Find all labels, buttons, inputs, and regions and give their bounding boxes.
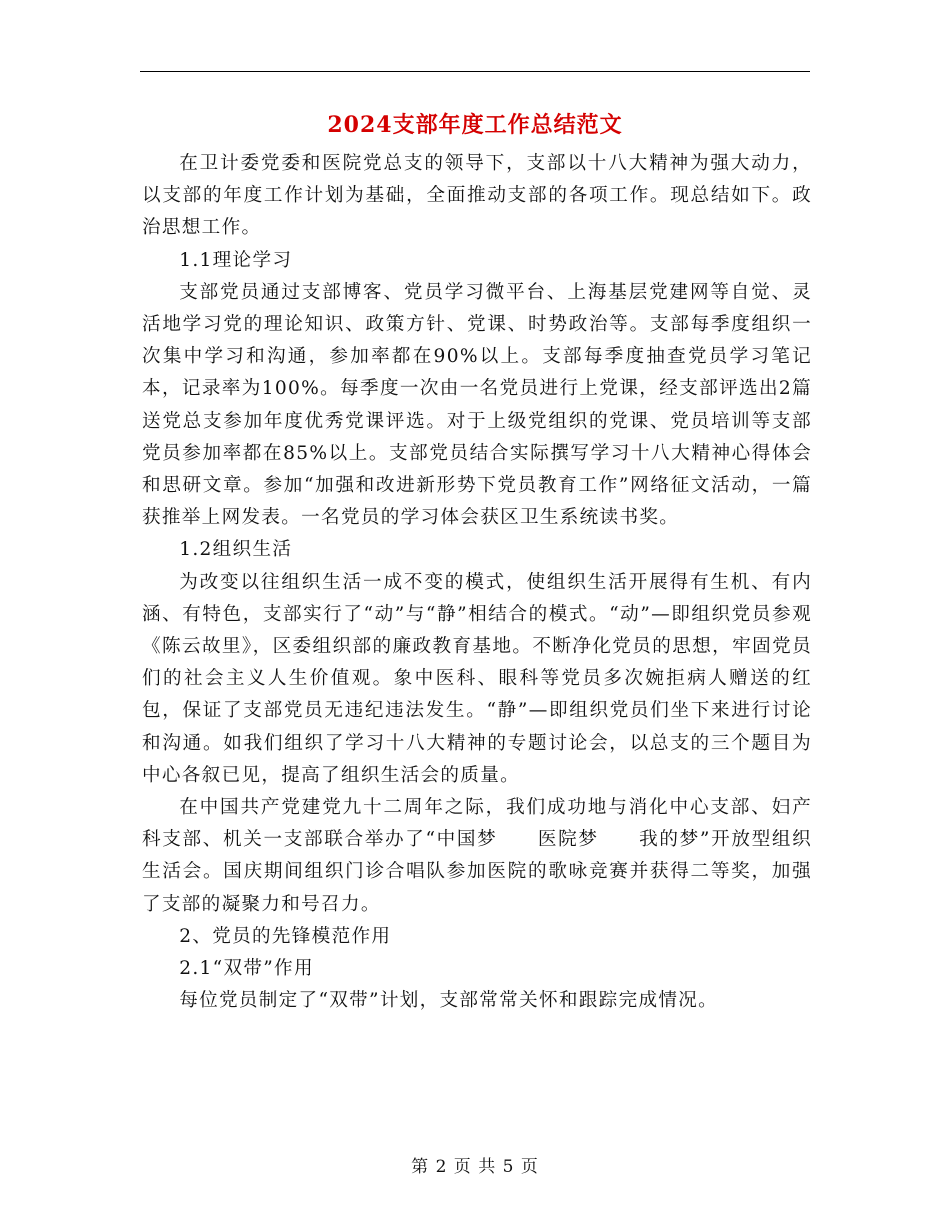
paragraph-org-life: 为改变以往组织生活一成不变的模式，使组织生活开展得有生机、有内涵、有特色，支部实行了“动”与“静”相结合的模式。“动”—即组织党员参观《陈云故里》，区委组织部的廉政教育基地。不断净化党员的思想，牢固党员们的社会主义人生价值观。象中医科、眼科等党员多次婉拒病人赠送的红包，保证了支部党员无违纪违法发生。“静”—即组织党员们坐下来进行讨论和沟通。如我们组织了学习十八大精神的专题讨论会，以总支的三个题目为中心各叙已见，提高了组织生活会的质量。 bbox=[142, 571, 812, 786]
paragraph-anniversary: 在中国共产党建党九十二周年之际，我们成功地与消化中心支部、妇产科支部、机关一支部联合举办了“中国梦 医院梦 我的梦”开放型组织生活会。国庆期间组织门诊合唱队参加医院的歌咏竞赛并获得二等奖，加强了支部的凝聚力和号召力。 bbox=[142, 797, 812, 915]
document-body bbox=[142, 148, 812, 1017]
section-heading-2-1: 2.1“双带”作用 bbox=[179, 958, 314, 980]
paragraph-theory-study: 支部党员通过支部博客、党员学习微平台、上海基层党建网等自觉、灵活地学习党的理论知识、政策方针、党课、时势政治等。支部每季度组织一次集中学习和沟通，参加率都在90%以上。支部每季度抽查党员学习笔记本，记录率为100%。每季度一次由一名党员进行上党课，经支部评选出2篇送党总支参加年度优秀党课评选。对于上级党组织的党课、党员培训等支部党员参加率都在85%以上。支部党员结合实际撰写学习十八大精神心得体会和思研文章。参加“加强和改进新形势下党员教育工作”网络征文活动，一篇获推举上网发表。一名党员的学习体会获区卫生系统读书奖。 bbox=[142, 281, 812, 529]
page-number-footer: 第 2 页 共 5 页 bbox=[411, 1157, 539, 1177]
section-heading-1-2: 1.2组织生活 bbox=[179, 539, 293, 561]
section-heading-1-1: 1.1理论学习 bbox=[179, 249, 293, 271]
paragraph-intro: 在卫计委党委和医院党总支的领导下，支部以十八大精神为强大动力，以支部的年度工作计划为基础，全面推动支部的各项工作。现总结如下。政治思想工作。 bbox=[142, 153, 812, 239]
document-title: 2024支部年度工作总结范文 bbox=[327, 112, 623, 138]
section-heading-2: 2、党员的先锋模范作用 bbox=[179, 925, 392, 947]
header-rule bbox=[140, 71, 810, 72]
paragraph-double-lead: 每位党员制定了“双带”计划，支部常常关怀和跟踪完成情况。 bbox=[179, 990, 719, 1012]
